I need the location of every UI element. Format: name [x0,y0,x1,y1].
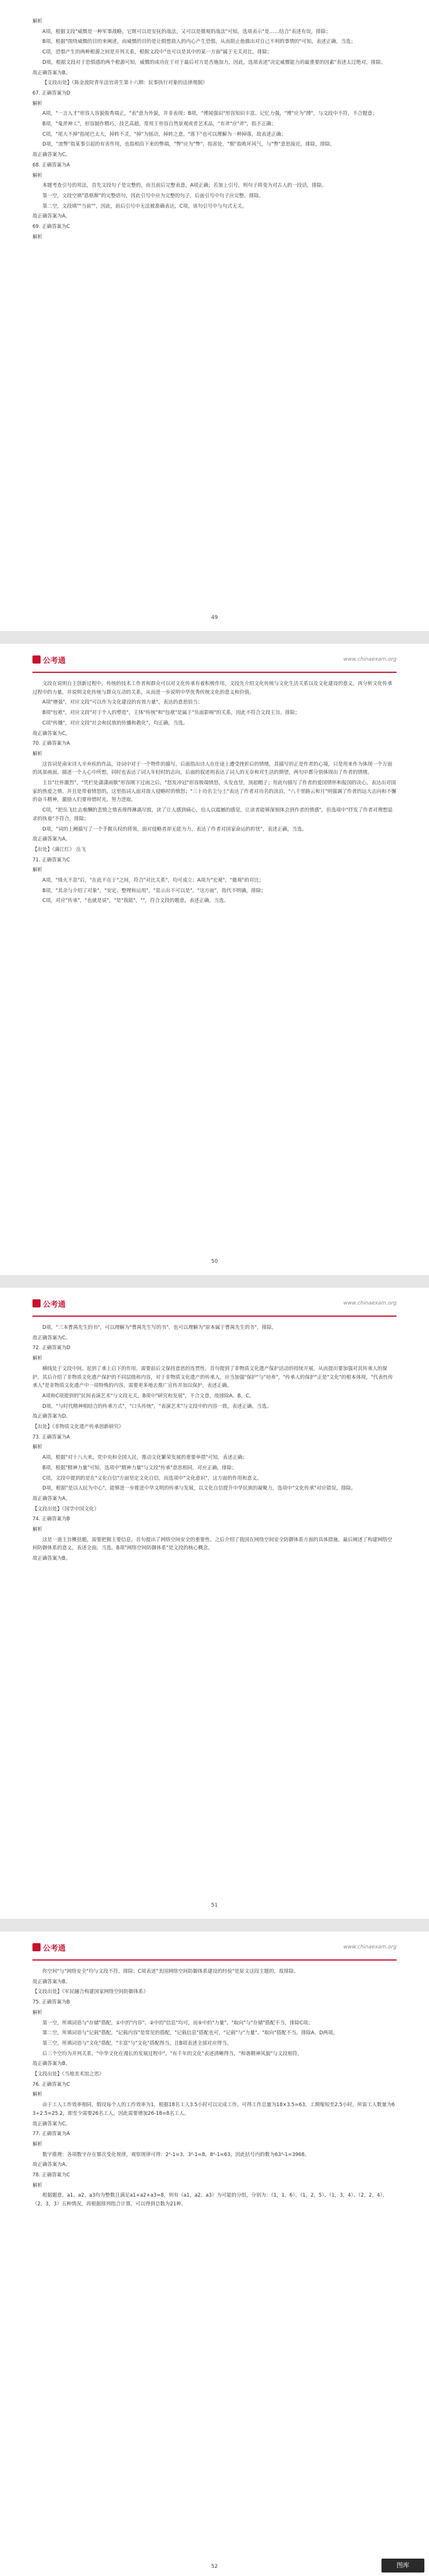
page-gap [0,1919,429,1932]
paragraph: A项，"烽火不息"后，"在此不在于"之间，符合"对比关系"，均可成立；A项为"宏观"，"微观"的对比； [42,878,264,884]
paragraph: 解析 [32,1527,43,1533]
page-1-content [32,17,397,243]
paragraph: 故正确答案为A。 [32,213,71,220]
paragraph: 解析 [32,19,43,24]
paragraph: D项，根据"是以人民为中心"，能够进一步推进中华文明的传承与发展，以文化自信提升中华民族的凝聚力，选项中"文化传承"对应错误，排除。 [42,1486,356,1492]
paragraph: A项"增强"，对应文段"可以作为文化建设的有效力量"，表达的意思恰当； [42,700,203,706]
paragraph: 故正确答案为B。 [32,70,71,76]
paragraph: D项，"流弊"指某事引起的有害作用，也指相沿下来的弊端，"弊"应为"弊"，指害处，"颓"指败坏风气，与"弊"意思接近，排除，排除。 [42,142,335,148]
brand-logo-icon [32,655,41,664]
paragraph: 故正确答案为B。 [32,2061,71,2067]
paragraph: 解析 [32,1444,43,1451]
paragraph: 主旨"壮怀激烈"，"凭栏处潇潇雨歇"形容刚下过雨之后，"怒发冲冠"形容极端愤怒，头发直竖，顶起帽子；用此句描写了作者的爱国情怀和报国的决心，表达出对国家的热爱之情。并且是带着愤怒的，这里指词人面对敌人侵略时的愤怒；"三十功名尘与土"表达了作者对功名的淡泊，"八千里路云和月"则强调了作者的远大志向和不懈的奋斗精神，激励人们要珍惜时光，努力进取。 [32,780,397,803]
paragraph: 解析 [32,2141,43,2147]
paragraph: 解析 [32,751,43,757]
page-3-content [32,1324,397,1565]
paragraph: 你空间"与"网络安全"均与文段不符，排除；C项表述"美国网络空间防御体系建设的经验"是原文这段主题的，故排除。 [42,1969,299,1974]
paragraph: C项，"把岳飞壮志难酬的悲愤之情表现得淋漓尽致，读了让人感到痛心，给人以震撼的感觉，让读者能够深刻体会到作者的情感"，但选项中"抒发了作者对理想追求的执着"不符合，排除； [32,807,393,822]
paragraph: 后三个空均为并列关系，"中华文化在漫长的发展过程中"，"有千年的文化"表述清晰得当，"和谐精神风貌"与文段相符。 [42,2050,303,2057]
paragraph: 【文段出处】《当地美术馆之思》 [32,2071,104,2078]
document-page-3 [0,1288,429,1919]
paragraph: B项，"鬼斧神工"，形容制作精巧，技艺高超，常用于形容自然景观或者艺术品，"有斧"应"斧"，指不正确； [42,121,277,128]
paragraph: 第一空，文段空填"恩格斯"的完整语句，因此引号中应为完整的句子，后面引号中句子应完整，排除。 [42,193,264,199]
paragraph: 故正确答案为C。 [32,2121,71,2127]
brand-logo-icon [32,1943,41,1951]
paragraph: B项，根据"精神力量"可知，选项中"精神力量"与文段"传承"意思相同，对应正确，排除； [42,1465,237,1471]
paragraph: B项"包袱"，对应文段"对于个人的塑造"，主体"传统"和"包袱"是属于"负面影响"的关系，因此不符合文段主旨，排除； [42,710,300,716]
brand-name: 公考通 [43,657,66,665]
paragraph: 解析 [32,2182,43,2189]
page-number: 51 [211,1903,218,1908]
site-url: www.chinaexam.org [343,1300,397,1306]
paragraph: 由于工人工作效率相同，假设每个人的工作效率为1，根据18名工人3.5小时可以完成工作，可得工作总量为18×3.5=63。工期缩短至2.5小时，所需工人数量为63÷2.5=25.2，即至少需要26名工人，因此需要增加26-18=8名工人。 [32,2102,395,2117]
paragraph: A项，根据"对十八大来，党中央和全国人民，推动文化繁荣发展的重要举措"可知，表述正确； [42,1455,248,1461]
paragraph: 文段在说明自主创新过程中，传统的技术工作者和群众可以对文化传承有着积极作用，文段先介绍文化传统与文化生活关系以及文化建设的意义，再分析文化传承过程中的力量，并说明文化传统与群众互动的关系，从而进一步说明中华优秀传统文化的意义和价值。 [32,681,392,695]
paragraph: 数字推理：各项数字存在幂次变化规律，观察规律可得：2²-1=3，3²-1=8，8²-1=63，因此括号内的数为63²-1=3968。 [42,2151,310,2158]
paragraph: 第三空，所填词语与"文化"搭配，"丰富"与"文化"搭配得当，且B项表述全部对应得当。 [42,2040,232,2046]
paragraph: 第一空，所填词语与"存储"搭配，①中的"内容"、②中的"信息"均可，而⑤中的"力量"、"取向"与"存储"搭配不当，排除C项； [42,2020,313,2026]
page-number: 49 [211,615,218,621]
paragraph: 76. 正确答案为C [32,2081,70,2088]
brand-name: 公考通 [43,1300,66,1309]
paragraph: A项和C项提到的"民间表演艺术"与文段无关，B项中"研究和发展"，不合文意，故排除A、B、C。 [42,1393,255,1399]
paragraph: 第二空，文段填""当前""，因此，前后引号中无法被准确表达，C项，该句引号中与句式无关。 [42,203,248,209]
paragraph: 75. 正确答案为B [32,1999,70,2006]
paragraph: C项，"尾大不掉"指尾巴太大，掉转不灵，"掉"为摇动，掉转之意，"落下"也可以理解为一种掉落，故表述正确； [42,131,286,137]
paragraph: 解析 [32,172,43,179]
paragraph: A项，"一言人才"形容人容貌俊秀端正，"表"意为外貌，并非表现；B项，"博闻强识"形容知识丰富、记忆力强，"博"应为"搏"，与文段中不符，不合题意； [42,111,377,117]
paragraph: 故正确答案为C。 [32,730,71,737]
watermark-logo: 图库 [381,2559,424,2573]
paragraph: 【文段出处】《军民融合构建国家网络空间防御体系》 [32,1989,148,1995]
brand-logo-icon [32,1299,41,1307]
paragraph: 故正确答案为B。 [32,1979,71,1985]
document-page-1 [0,0,429,631]
page-2-content [32,680,397,907]
paragraph: 解析 [32,1356,43,1362]
paragraph: D项，"与时代精神相结合的传承方式"，"口头传统"，"表演艺术"与文段中的内容一致，表述正确，当选。 [42,1403,272,1410]
paragraph: 74. 正确答案为B [32,1516,70,1523]
paragraph: 这是一道主旨概括题，需要把握主要信息。首句提出了网络空间安全的重要性，之后介绍了我国在网络空间安全防御体系方面的具体措施，最后阐述了构建网络空间防御体系的意义，表述全面，当选。B项"网络空间防御体系"是文段的核心概念。 [32,1537,392,1552]
paragraph: B项，"其余与介绍了对象"，"安定、整理和运用"，"显示出不可以是"，"这方面"，指代不明确，排除； [42,887,266,894]
paragraph: C项"传播"，对应文段"社会和民族的传播和教化"，均正确，当选。 [42,720,188,726]
page-gap [0,1275,429,1288]
page-header [32,654,397,673]
paragraph: 这首词是南宋诗人辛弃疾的作品，诗词中对于一个物件的描写，后面指出诗人在仕途上遭受挫折后的情绪，其描写的正是作者的心境，只是用来作为体现一个方面的风景画面，描述一个人心中所想，同时也表达了词人年轻时的志向，后面的叙述则表达了词人的无奈和对生活的期望，两句中都分别体现出了作者的情绪。 [32,761,392,776]
paragraph: A项，根据文段"威慑是一种军事战略，它既可以是安抚的战法，又可以是微观的战法"可知，选项表示"是……结合"表述有误，排除； [42,28,331,35]
paragraph: 【出处】《非物质文化遗产传承创新研究》 [32,1424,124,1430]
brand-name: 公考通 [43,1944,66,1953]
paragraph: 故正确答案为A。 [32,836,71,843]
paragraph: 故正确答案为D。 [32,1414,71,1420]
paragraph: 72. 正确答案为D [32,1345,71,1352]
page-number: 52 [211,2564,218,2570]
page-gap [0,631,429,644]
paragraph: 故正确答案为B。 [32,1556,71,1562]
site-url: www.chinaexam.org [343,1944,397,1950]
paragraph: 【出处】《满江红》 岳飞 [32,846,86,853]
paragraph: D项，"词的上阙描写了一个手握兵权的将领，面对侵略者却无能为力，表达了作者对国家命运的担忧"，表述正确，当选。 [42,826,307,832]
paragraph: 70. 正确答案为A [32,741,70,747]
paragraph: 68. 正确答案为A [32,162,70,168]
document-page-4 [0,1932,429,2576]
paragraph: 73. 正确答案为A [32,1434,70,1440]
paragraph: 解析 [32,2009,43,2016]
paragraph: C项，对应"传承"，"也就是说"，"是"我能"，""，符合文段的题意，表述正确，当选。 [42,898,229,904]
site-url: www.chinaexam.org [343,657,397,662]
paragraph: 解析 [32,2092,43,2098]
paragraph: 解析 [32,100,43,107]
paragraph: D项，"三本曹禺先生的书"，可以理解为"曹禺先生写的书"，也可以理解为"原本属于曹禺先生的书"，排除。 [42,1325,277,1331]
paragraph: 77. 正确答案为A [32,2131,70,2137]
paragraph: 故正确答案为A。 [32,2162,71,2168]
paragraph: 横线处于文段中间。起到了承上启下的作用。需要前后文保持意思的连贯性。首句提到了非物质文化遗产保护活动的持续开展，从而提出要加强对其传承人的保护。其后介绍了非物质文化遗产保护的不同层级和内容，对于非物质文化遗产的传承人，应当加强"保护"与"培养"，"传承人的保护"正是"文化"的根本体现，"代表性传承人"是非物质文化遗产中一项特殊的内容，需要更多地去推广宣传并加以保护，表述正确。 [32,1365,393,1389]
paragraph: 【文段出处】《国学中国文化》 [32,1506,99,1512]
document-page-2 [0,644,429,1275]
paragraph: 第二空，所填词语与"记载"搭配，"记载内容"是常见的搭配，"记载信息"搭配也可，"记载"与"力量"、"取向"搭配不当，排除A、D两项。 [42,2030,338,2037]
paragraph: 78. 正确答案为C [32,2172,70,2179]
paragraph: 解析 [32,234,43,240]
paragraph: B项，根据"围绕威慑的目的来阐述，而威慑的目的是让假想敌人的内心产生恐惧，从而阻止他做出对自己不利的事情的"可知，表述正确，当选； [42,39,356,45]
page-header [32,1942,397,1961]
paragraph: 解析 [32,867,43,874]
page-header [32,1298,397,1317]
paragraph: 故正确答案为C。 [32,152,71,158]
paragraph: 故正确答案为C。 [32,1335,71,1341]
paragraph: 71. 正确答案为C [32,857,70,863]
paragraph: 67. 正确答案为D [32,90,71,96]
page-number: 50 [211,1259,218,1265]
paragraph: 根据题意，a1、a2、a3均为整数且满足a1+a2+a3=8，则有（a1，a2，a3）为可能的分组，分别为：（1，1，6）、（1，2，5）、（1，3，4）、（2，2，4）、（2，3，3）五种情况，再根据排列组合计算，可以得到总数为21种。 [32,2193,388,2208]
page-4-content [32,1968,397,2211]
paragraph: 69. 正确答案为C [32,224,70,230]
paragraph: C项，恐惧产生的两种根源之间是并列关系，根据文段中"也可以是其中的某一方面"属于无关对比，排除； [42,49,272,56]
paragraph: C项，文段中提到的是在"文化自信"方面坚定文化自信，而选项中"文化意识"，这方面的作用和意义。 [42,1475,262,1481]
paragraph: 本题考查引号的用法，首先文段句子是完整的，而且前后完整表意，A项正确；若加上引号，则句子将变为对古人的一段话，排除。 [42,183,327,189]
paragraph: 【文段出处】《陈金波院青年法官讲生第十六期：民事执行对象的法律规制》 [42,80,208,86]
paragraph: 故正确答案为A。 [32,1495,71,1502]
paragraph: D项，根据文段对于恐惧感的两个根源可知，威慑的成功在于对于最后对方是否施加力，因此，选项表述"决定威慑能力的最重要的因素"表述太过绝对，排除。 [42,59,386,66]
